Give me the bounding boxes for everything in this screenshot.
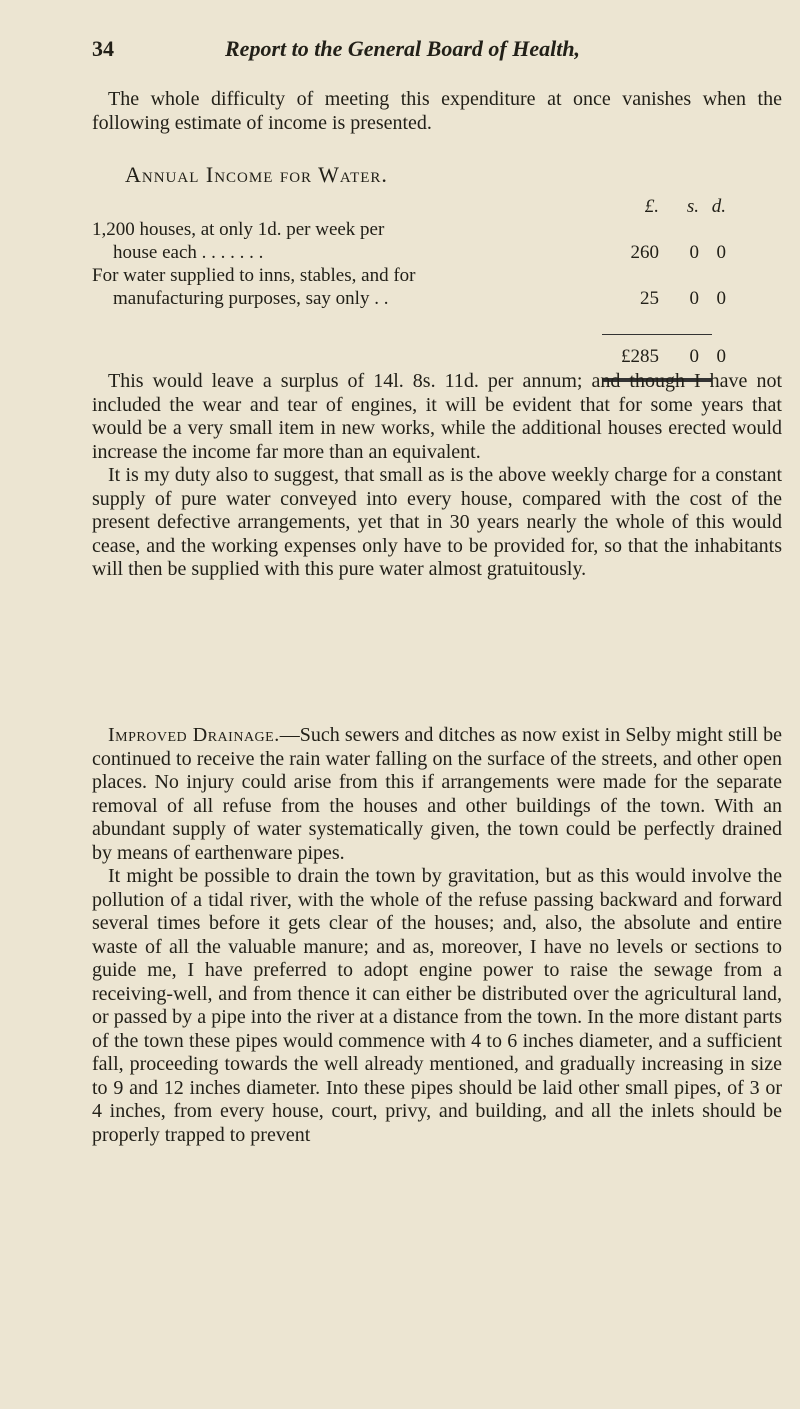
drainage-lead: —Such sewers and ditches as now exist in Selby might still be continued to receive the rain water falling on the surface of the streets, and other open places. No injury could arise from this if arrangements were made for the separate removal of all refuse from the houses and other buildings of the town. With an abundant supply of water systematically given, the town could be perfectly drained by means of earthenware pipes. [92, 724, 782, 864]
column-pence: d. [711, 196, 726, 217]
page-header [92, 36, 782, 66]
row-label: For water supplied to inns, stables, and for [92, 265, 416, 286]
page-number: 34 [92, 36, 114, 61]
table-row [92, 265, 782, 287]
row-label: house each . . . . . . . [113, 242, 264, 263]
subtotal-rule [602, 334, 712, 335]
running-title: Report to the General Board of Health, [225, 36, 581, 61]
paragraph: This would leave a surplus of 14l. 8s. 11d. per annum; and though I have not included the wear and tear of engines, it will be evident that for some years that would be a very small item in new works, while the additional houses erected would increase the income far more than an equivalent. [92, 370, 782, 463]
total-row [92, 346, 782, 368]
total-pence: 0 [716, 346, 726, 367]
paragraph: It might be possible to drain the town by gravitation, but as this would involve the pollution of a tidal river, with the whole of the refuse passing backward and forward several times before it gets clear of the houses; and, also, the absolute and entire waste of all the valuable manure; and as, moreover, I have no levels or sections to guide me, I have preferred to adopt engine power to raise the sewage from a receiving-well, and from thence it can either be distributed over the agricultural land, or passed by a pipe into the river at a distance from the town. In the more distant parts of the town these pipes would commence with 4 to 6 inches diameter, and a sufficient fall, proceeding towards the well already mentioned, and gradually increasing in size to 9 and 12 inches diameter. Into these pipes should be laid other small pipes, of 3 or 4 inches, from every house, court, privy, and building, and all the inlets should be properly trapped to prevent [92, 865, 782, 1146]
drainage-heading: Improved Drainage. [108, 724, 280, 746]
row-pounds: 260 [630, 242, 659, 263]
row-pence: 0 [716, 288, 726, 309]
row-label: manufacturing purposes, say only . . [113, 288, 389, 309]
intro-text: The whole difficulty of meeting this expenditure at once vanishes when the following estimate of income is presented. [92, 88, 782, 134]
total-shillings: 0 [689, 346, 699, 367]
row-pounds: 25 [640, 288, 659, 309]
row-shillings: 0 [689, 242, 699, 263]
row-label: 1,200 houses, at only 1d. per week per [92, 219, 385, 240]
drainage-section [92, 724, 782, 1147]
income-table-title: Annual Income for Water. [125, 162, 388, 187]
paragraph: It is my duty also to suggest, that small as is the above weekly charge for a constant supply of pure water conveyed into every house, compared with the cost of the present defective arrangements, yet that in 30 years nearly the whole of this would cease, and the working expenses only have to be provided for, so that the inhabitants will then be supplied with this pure water almost gratuitously. [92, 464, 782, 580]
surplus-paragraphs [92, 370, 782, 582]
intro-paragraph [92, 88, 782, 135]
table-row [92, 288, 782, 310]
row-pence: 0 [716, 242, 726, 263]
column-pounds: £. [644, 196, 659, 217]
drainage-paragraph [92, 724, 782, 865]
table-row [92, 242, 782, 264]
total-pounds: £285 [621, 346, 659, 367]
column-shillings: s. [686, 196, 699, 217]
table-header-row [92, 196, 782, 218]
table-row [92, 219, 782, 241]
row-shillings: 0 [689, 288, 699, 309]
